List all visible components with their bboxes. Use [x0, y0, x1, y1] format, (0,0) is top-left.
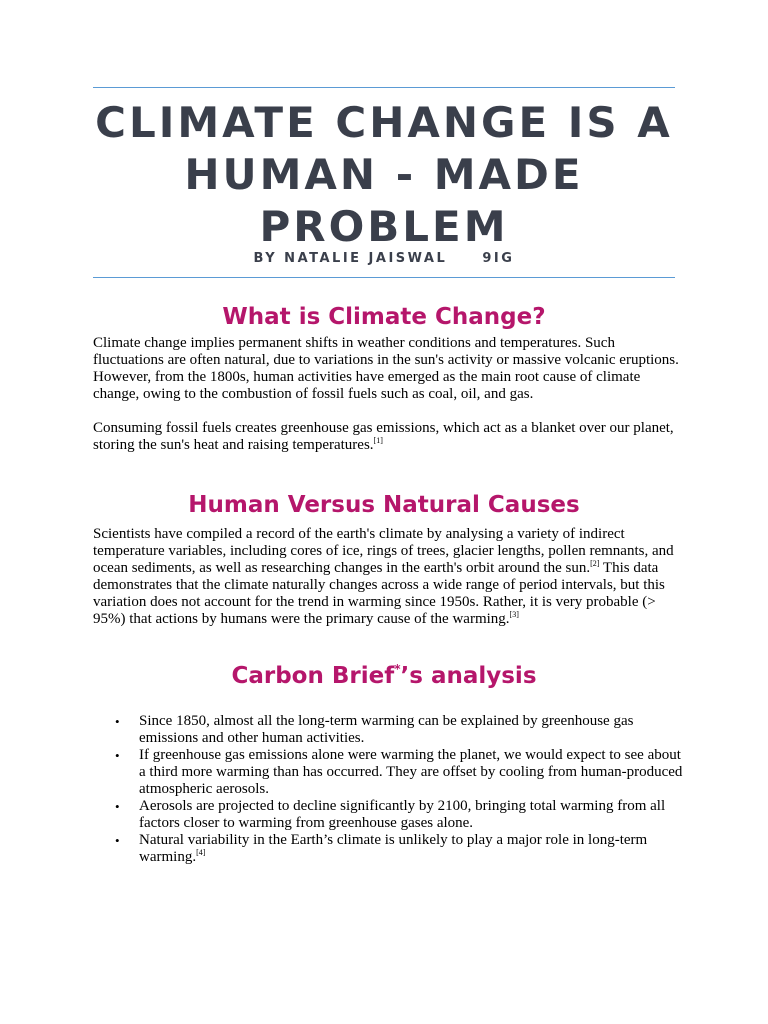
reference-4-link[interactable]: [4]	[196, 848, 206, 857]
list-item	[93, 747, 683, 798]
reference-2-link[interactable]: [2]	[590, 559, 600, 568]
list-item	[93, 798, 683, 832]
author-byline: BY NATALIE JAISWAL 9IG	[253, 251, 515, 266]
section-heading-what-is-climate-change: What is Climate Change?	[222, 304, 546, 330]
list-item	[93, 832, 683, 866]
section1-paragraph-2-text: Consuming fossil fuels creates greenhouse gas emissions, which act as a blanket over our planet, storing the sun's heat and raising temperatures.	[93, 420, 674, 453]
header-top-rule	[93, 87, 675, 88]
section3-heading-text-a: Carbon Brief	[231, 663, 395, 689]
section-heading-human-vs-natural: Human Versus Natural Causes	[188, 492, 580, 518]
list-item-text: Natural variability in the Earth’s climate is unlikely to play a major role in long-term warming.	[139, 832, 648, 865]
list-item	[93, 713, 683, 747]
bullet-icon: •	[115, 714, 120, 729]
section3-heading-text-b: ’s analysis	[400, 663, 537, 689]
bullet-icon: •	[115, 748, 120, 763]
reference-1-link[interactable]: [1]	[373, 436, 383, 445]
list-item-text: Since 1850, almost all the long-term warming can be explained by greenhouse gas emissions and other human activities.	[139, 713, 634, 746]
analysis-bullet-list	[93, 713, 683, 866]
bullet-icon: •	[115, 799, 120, 814]
section-heading-carbon-brief	[93, 661, 675, 691]
section1-paragraph-1: Climate change implies permanent shifts in weather conditions and temperatures. Such fluctuations are often natural, due to variations in the sun's activity or massive volcanic eruptions. However, from the 1800s, human activities have emerged as the main root cause of climate change, owing to the combustion of fossil fuels such as coal, oil, and gas.	[93, 335, 679, 402]
section2-paragraph-text-a: Scientists have compiled a record of the earth's climate by analysing a variety of indirect temperature variables, including cores of ice, rings of trees, glacier lengths, pollen remnants, and ocean sediments, as well as researching changes in the earth's orbit around the sun.	[93, 526, 674, 576]
list-item-text: If greenhouse gas emissions alone were warming the planet, we would expect to see about a third more warming than has occurred. They are offset by cooling from human-produced atmospheric aerosols.	[139, 747, 683, 797]
section1-paragraph-2	[93, 420, 683, 454]
list-item-text: Aerosols are projected to decline significantly by 2100, bringing total warming from all factors closer to warming from greenhouse gases alone.	[139, 798, 666, 831]
header-bottom-rule	[93, 277, 675, 278]
section2-paragraph	[93, 526, 683, 628]
section2-paragraph-text-b: This data demonstrates that the climate naturally changes across a wide range of period intervals, but this variation does not account for the trend in warming since 1950s. Rather, it is very probable (> 95%) that actions by humans were the primary cause of the warming.	[93, 560, 665, 627]
footnote-asterisk[interactable]: *	[394, 662, 401, 676]
bullet-icon: •	[115, 833, 120, 848]
document-title: CLIMATE CHANGE IS A HUMAN - MADE PROBLEM	[95, 98, 673, 251]
reference-3-link[interactable]: [3]	[509, 610, 519, 619]
